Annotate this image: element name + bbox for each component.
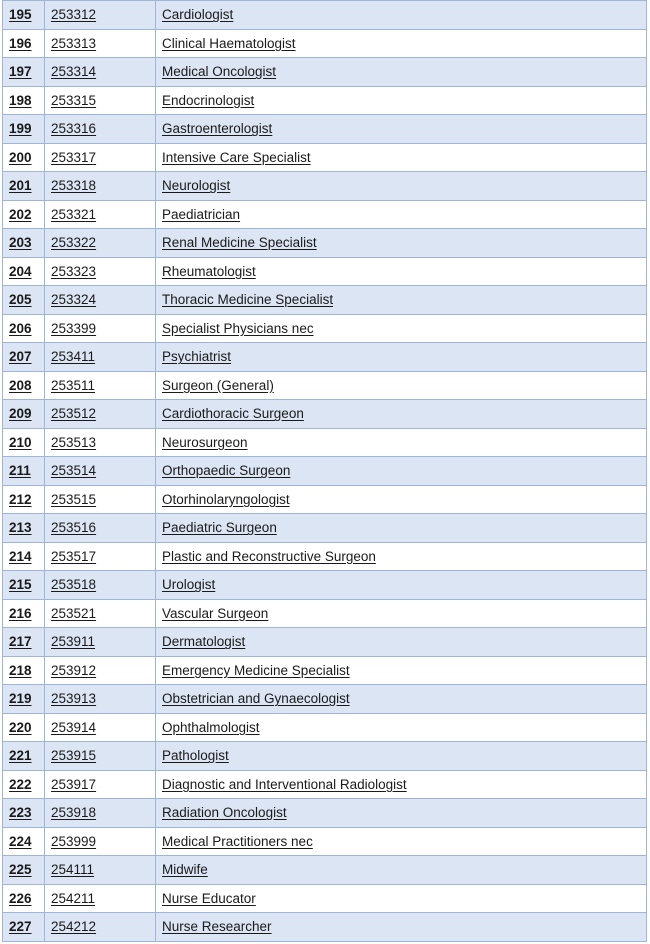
occupation-code-cell [45,457,156,486]
occupation-name-cell [156,29,647,58]
table-row [3,371,647,400]
row-number-link[interactable]: 216 [9,605,32,621]
occupation-code-link[interactable]: 253521 [51,605,97,621]
occupation-name-link[interactable]: Otorhinolaryngologist [162,491,290,507]
occupation-name-cell [156,685,647,714]
occupation-name-cell [156,628,647,657]
table-row [3,685,647,714]
occupation-name-link[interactable]: Gastroenterologist [162,121,273,137]
occupation-code-cell [45,856,156,885]
table-row [3,628,647,657]
occupation-name-cell [156,457,647,486]
occupation-name-cell [156,115,647,144]
row-number-link[interactable]: 205 [9,292,32,308]
row-number-cell [3,884,45,913]
occupation-code-cell [45,913,156,942]
table-row [3,514,647,543]
occupation-code-cell [45,1,156,30]
row-number-link[interactable]: 201 [9,178,32,194]
occupation-code-cell [45,143,156,172]
occupation-code-link[interactable]: 253918 [51,805,97,821]
occupation-code-link[interactable]: 253511 [51,377,96,393]
table-row [3,229,647,258]
occupation-name-cell [156,343,647,372]
occupation-code-link[interactable]: 254211 [51,890,96,906]
occupation-code-cell [45,742,156,771]
table-row [3,200,647,229]
occupation-name-cell [156,143,647,172]
table-row [3,58,647,87]
row-number-cell [3,200,45,229]
occupation-name-cell [156,770,647,799]
occupation-name-link[interactable]: Thoracic Medicine Specialist [162,292,334,308]
row-number-link[interactable]: 227 [9,919,32,935]
row-number-cell [3,770,45,799]
table-row [3,257,647,286]
occupation-code-cell [45,200,156,229]
table-row [3,343,647,372]
occupation-code-cell [45,314,156,343]
row-number-link[interactable]: 207 [9,349,32,365]
occupation-code-link[interactable]: 253322 [51,235,97,251]
occupation-code-cell [45,685,156,714]
table-row [3,286,647,315]
row-number-cell [3,115,45,144]
row-number-cell [3,542,45,571]
occupation-name-link[interactable]: Specialist Physicians nec [162,320,314,336]
occupation-name-link[interactable]: Midwife [162,862,208,878]
occupation-code-link[interactable]: 253911 [51,634,96,650]
occupation-code-link[interactable]: 253917 [51,776,97,792]
row-number-cell [3,1,45,30]
occupation-name-cell [156,913,647,942]
occupation-name-link[interactable]: Nurse Researcher [162,919,272,935]
row-number-cell [3,485,45,514]
row-number-cell [3,713,45,742]
row-number-link[interactable]: 221 [9,748,32,764]
occupation-name-link[interactable]: Plastic and Reconstructive Surgeon [162,548,376,564]
occupation-code-cell [45,485,156,514]
row-number-cell [3,343,45,372]
occupation-name-cell [156,485,647,514]
row-number-link[interactable]: 203 [9,235,32,251]
occupation-code-cell [45,542,156,571]
table-row [3,713,647,742]
occupation-code-link[interactable]: 253315 [51,92,97,108]
table-row [3,884,647,913]
occupation-name-cell [156,428,647,457]
table-row [3,314,647,343]
row-number-link[interactable]: 197 [9,64,32,80]
occupation-name-cell [156,400,647,429]
row-number-link[interactable]: 209 [9,406,32,422]
occupation-code-link[interactable]: 253399 [51,320,97,336]
row-number-cell [3,457,45,486]
row-number-link[interactable]: 206 [9,320,32,336]
occupation-name-cell [156,514,647,543]
occupation-name-cell [156,542,647,571]
table-row [3,400,647,429]
occupation-name-link[interactable]: Pathologist [162,748,229,764]
row-number-cell [3,599,45,628]
occupation-name-cell [156,58,647,87]
row-number-link[interactable]: 217 [9,634,32,650]
table-row [3,827,647,856]
table-row [3,428,647,457]
occupation-code-link[interactable]: 253312 [51,7,97,23]
row-number-link[interactable]: 223 [9,805,32,821]
table-row [3,29,647,58]
occupation-name-link[interactable]: Renal Medicine Specialist [162,235,317,251]
occupation-code-cell [45,172,156,201]
row-number-cell [3,656,45,685]
occupation-code-cell [45,884,156,913]
occupation-code-cell [45,371,156,400]
row-number-cell [3,571,45,600]
occupation-name-link[interactable]: Cardiologist [162,7,234,23]
occupation-code-link[interactable]: 253912 [51,662,97,678]
occupation-name-link[interactable]: Paediatric Surgeon [162,520,277,536]
row-number-cell [3,371,45,400]
row-number-link[interactable]: 213 [9,520,32,536]
table-row [3,485,647,514]
occupation-code-cell [45,827,156,856]
occupation-name-link[interactable]: Endocrinologist [162,92,255,108]
row-number-link[interactable]: 226 [9,890,32,906]
row-number-cell [3,229,45,258]
table-row [3,571,647,600]
occupation-code-cell [45,770,156,799]
row-number-cell [3,58,45,87]
occupation-name-link[interactable]: Urologist [162,577,216,593]
occupation-name-link[interactable]: Vascular Surgeon [162,605,269,621]
row-number-link[interactable]: 211 [9,463,31,479]
occupation-name-link[interactable]: Radiation Oncologist [162,805,287,821]
row-number-link[interactable]: 198 [9,92,32,108]
occupation-name-link[interactable]: Orthopaedic Surgeon [162,463,291,479]
occupation-name-link[interactable]: Nurse Educator [162,890,256,906]
row-number-link[interactable]: 212 [9,491,32,507]
occupation-code-cell [45,58,156,87]
occupation-table [2,0,647,942]
occupation-code-link[interactable]: 253317 [51,149,97,165]
occupation-name-cell [156,884,647,913]
occupation-code-cell [45,257,156,286]
occupation-code-cell [45,571,156,600]
occupation-code-link[interactable]: 253323 [51,263,97,279]
occupation-code-link[interactable]: 253316 [51,121,97,137]
occupation-code-link[interactable]: 253517 [51,548,97,564]
occupation-code-link[interactable]: 253999 [51,833,97,849]
occupation-code-link[interactable]: 253318 [51,178,97,194]
row-number-link[interactable]: 224 [9,833,32,849]
row-number-cell [3,314,45,343]
table-row [3,86,647,115]
occupation-code-link[interactable]: 253324 [51,292,97,308]
row-number-link[interactable]: 214 [9,548,32,564]
table-row [3,172,647,201]
occupation-code-link[interactable]: 253313 [51,35,97,51]
occupation-code-cell [45,599,156,628]
table-row [3,742,647,771]
table-row [3,799,647,828]
occupation-name-link[interactable]: Intensive Care Specialist [162,149,311,165]
row-number-cell [3,799,45,828]
occupation-name-link[interactable]: Cardiothoracic Surgeon [162,406,304,422]
occupation-name-cell [156,856,647,885]
occupation-name-cell [156,1,647,30]
occupation-name-cell [156,86,647,115]
row-number-link[interactable]: 199 [9,121,32,137]
row-number-cell [3,143,45,172]
occupation-name-cell [156,172,647,201]
row-number-link[interactable]: 195 [9,7,32,23]
table-row [3,1,647,30]
occupation-code-link[interactable]: 253514 [51,463,97,479]
occupation-name-link[interactable]: Emergency Medicine Specialist [162,662,350,678]
occupation-code-link[interactable]: 254212 [51,919,97,935]
row-number-cell [3,827,45,856]
occupation-code-cell [45,628,156,657]
occupation-code-link[interactable]: 254111 [51,862,95,878]
occupation-name-link[interactable]: Clinical Haematologist [162,35,296,51]
occupation-code-cell [45,229,156,258]
row-number-cell [3,685,45,714]
row-number-link[interactable]: 204 [9,263,32,279]
occupation-name-cell [156,200,647,229]
row-number-cell [3,286,45,315]
occupation-name-cell [156,742,647,771]
occupation-code-link[interactable]: 253513 [51,434,97,450]
occupation-name-link[interactable]: Diagnostic and Interventional Radiologist [162,776,407,792]
occupation-name-cell [156,286,647,315]
occupation-code-link[interactable]: 253518 [51,577,97,593]
row-number-link[interactable]: 202 [9,206,32,222]
table-row [3,115,647,144]
row-number-link[interactable]: 218 [9,662,32,678]
row-number-cell [3,428,45,457]
occupation-code-link[interactable]: 253411 [51,349,96,365]
occupation-code-cell [45,428,156,457]
row-number-cell [3,742,45,771]
occupation-name-cell [156,371,647,400]
row-number-link[interactable]: 219 [9,691,32,707]
row-number-cell [3,172,45,201]
occupation-name-cell [156,571,647,600]
table-row [3,143,647,172]
occupation-name-link[interactable]: Surgeon (General) [162,377,274,393]
row-number-cell [3,514,45,543]
row-number-link[interactable]: 215 [9,577,32,593]
occupation-code-cell [45,286,156,315]
occupation-name-link[interactable]: Dermatologist [162,634,246,650]
occupation-name-cell [156,599,647,628]
occupation-name-cell [156,827,647,856]
occupation-code-link[interactable]: 253913 [51,691,97,707]
occupation-name-cell [156,314,647,343]
table-row [3,856,647,885]
occupation-name-link[interactable]: Ophthalmologist [162,719,260,735]
table-row [3,542,647,571]
occupation-name-cell [156,229,647,258]
occupation-code-cell [45,400,156,429]
table-row [3,656,647,685]
row-number-link[interactable]: 200 [9,149,32,165]
occupation-name-cell [156,799,647,828]
occupation-code-link[interactable]: 253516 [51,520,97,536]
occupation-name-link[interactable]: Neurosurgeon [162,434,248,450]
occupation-name-link[interactable]: Medical Oncologist [162,64,277,80]
table-row [3,457,647,486]
occupation-code-cell [45,514,156,543]
row-number-link[interactable]: 196 [9,35,32,51]
occupation-code-link[interactable]: 253512 [51,406,97,422]
row-number-cell [3,86,45,115]
occupation-code-link[interactable]: 253515 [51,491,97,507]
table-row [3,599,647,628]
occupation-code-cell [45,343,156,372]
occupation-code-cell [45,656,156,685]
occupation-name-link[interactable]: Neurologist [162,178,231,194]
row-number-cell [3,257,45,286]
row-number-cell [3,856,45,885]
occupation-code-cell [45,799,156,828]
occupation-name-link[interactable]: Paediatrician [162,206,241,222]
occupation-code-cell [45,29,156,58]
row-number-cell [3,400,45,429]
occupation-code-link[interactable]: 253914 [51,719,97,735]
occupation-code-link[interactable]: 253321 [51,206,97,222]
row-number-link[interactable]: 220 [9,719,32,735]
occupation-code-cell [45,115,156,144]
row-number-cell [3,913,45,942]
occupation-code-link[interactable]: 253915 [51,748,97,764]
occupation-name-link[interactable]: Obstetrician and Gynaecologist [162,691,350,707]
table-row [3,770,647,799]
occupation-name-cell [156,656,647,685]
occupation-name-link[interactable]: Psychiatrist [162,349,232,365]
row-number-cell [3,29,45,58]
row-number-link[interactable]: 222 [9,776,32,792]
occupation-table-body [3,1,647,942]
occupation-code-link[interactable]: 253314 [51,64,97,80]
occupation-code-cell [45,86,156,115]
occupation-name-cell [156,257,647,286]
occupation-name-cell [156,713,647,742]
occupation-name-link[interactable]: Rheumatologist [162,263,256,279]
row-number-link[interactable]: 210 [9,434,32,450]
row-number-link[interactable]: 225 [9,862,32,878]
row-number-link[interactable]: 208 [9,377,32,393]
occupation-name-link[interactable]: Medical Practitioners nec [162,833,313,849]
table-row [3,913,647,942]
occupation-code-cell [45,713,156,742]
row-number-cell [3,628,45,657]
